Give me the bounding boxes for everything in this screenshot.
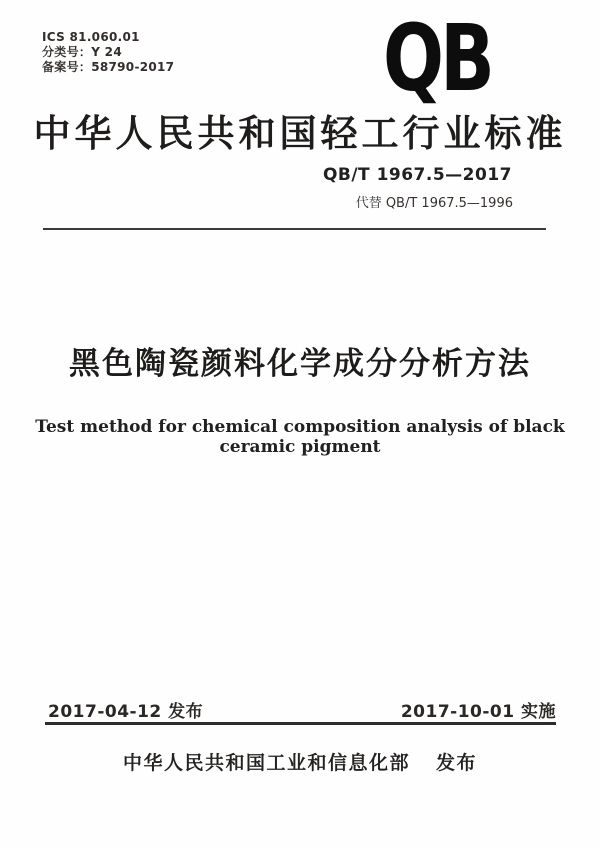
document-title-en: Test method for chemical composition analysis of black ceramic pigment: [35, 417, 565, 457]
header-divider-line: [43, 228, 546, 230]
issue-action-label: 发布: [436, 752, 478, 774]
standard-category-title: 中华人民共和国轻工行业标准: [33, 112, 567, 155]
issuing-authority-row: [0, 748, 600, 775]
document-title-zh: 黑色陶瓷颜料化学成分分析方法: [69, 346, 531, 382]
issuing-authority: 中华人民共和国工业和信息化部: [122, 752, 410, 774]
classification-number: 分类号：Y 24: [42, 45, 122, 59]
implementation-date: 2017-10-01 实施: [400, 702, 556, 722]
qb-logo: QB: [383, 5, 491, 112]
issue-date: 2017-04-12 发布: [48, 702, 204, 722]
registry-meta-block: [42, 30, 174, 75]
replaced-standard-note: 代替 QB/T 1967.5—1996: [355, 196, 513, 211]
ics-code: ICS 81.060.01: [42, 30, 140, 44]
footer-divider-line: [45, 722, 556, 725]
standard-number: QB/T 1967.5—2017: [322, 165, 512, 185]
record-number: 备案号：58790-2017: [42, 60, 175, 74]
footer-dates-row: [48, 697, 556, 722]
